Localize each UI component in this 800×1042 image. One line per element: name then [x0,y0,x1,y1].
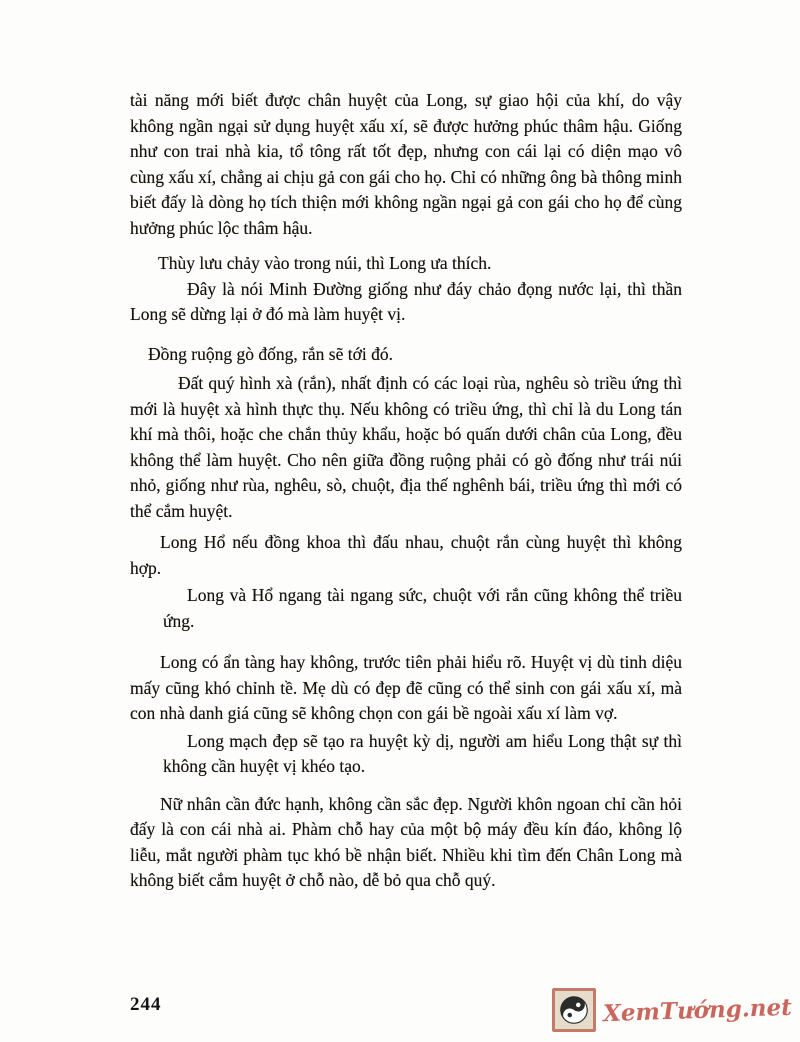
page-footer [0,986,800,1042]
paragraph-verse: Long có ẩn tàng hay không, trước tiên phải hiểu rõ. Huyệt vị dù tinh diệu mấy cũng khó chỉnh tề. Mẹ dù có đẹp đẽ cũng có thể sinh con gái xấu xí, mà con nhà danh giá cũng sẽ không chọn con gái bề ngoài xấu xí làm vợ. [130,652,682,723]
paragraph-verse: Long Hổ nếu đồng khoa thì đấu nhau, chuột rắn cùng huyệt thì không hợp. [130,532,682,578]
paragraph-continuation: tài năng mới biết được chân huyệt của Long, sự giao hội của khí, do vậy không ngần ngại sử dụng huyệt xấu xí, sẽ được hưởng phúc thâm hậu. Giống như con trai nhà kia, tổ tông rất tốt đẹp, nhưng con cái lại có diện mạo vô cùng xấu xí, chẳng ai chịu gả con gái cho họ. Chỉ có những ông bà thông minh biết đấy là dòng họ tích thiện mới không ngần ngại gả con gái cho họ để cùng hưởng phúc lộc thâm hậu. [130,90,682,238]
paragraph-commentary: Long và Hổ ngang tài ngang sức, chuột với rắn cũng không thể triều ứng. [163,585,682,631]
paragraph-verse: Nữ nhân cần đức hạnh, không cần sắc đẹp. Người khôn ngoan chỉ cần hỏi đấy là con cái nhà ai. Phàm chỗ hay của một bộ máy đều kín đáo, không lộ liễu, mắt người phàm tục khó bề nhận biết. Nhiều khi tìm đến Chân Long mà không biết cắm huyệt ở chỗ nào, dễ bỏ qua chỗ quý. [130,793,682,890]
page-body-text [130,88,682,894]
page-number: 244 [130,994,162,1015]
watermark-site-text: XemTướng.net [602,993,793,1027]
paragraph-commentary: Đất quý hình xà (rắn), nhất định có các loại rùa, nghêu sò triều ứng thì mới là huyệt xà hình thực thụ. Nếu không có triều ứng, thì chỉ là du Long tán khí mà thôi, hoặc che chắn thủy khẩu, hoặc bó quấn dưới chân của Long, đều không thể làm huyệt. Cho nên giữa đồng ruộng phải có gò đống như trái núi nhỏ, giống như rùa, nghêu, sò, chuột, địa thế nghênh bái, triều ứng thì mới có thể cắm huyệt. [130,373,682,521]
paragraph-verse: Thùy lưu chảy vào trong núi, thì Long ưa thích. [158,253,492,273]
yin-yang-icon [552,988,596,1032]
paragraph-commentary: Long mạch đẹp sẽ tạo ra huyệt kỳ dị, người am hiểu Long thật sự thì không cần huyệt vị khéo tạo. [163,730,682,776]
paragraph-verse: Đồng ruộng gò đống, rắn sẽ tới đó. [148,343,393,364]
watermark [552,988,792,1032]
paragraph-commentary: Đây là nói Minh Đường giống như đáy chảo đọng nước lại, thì thần Long sẽ dừng lại ở đó mà làm huyệt vị. [130,278,682,324]
